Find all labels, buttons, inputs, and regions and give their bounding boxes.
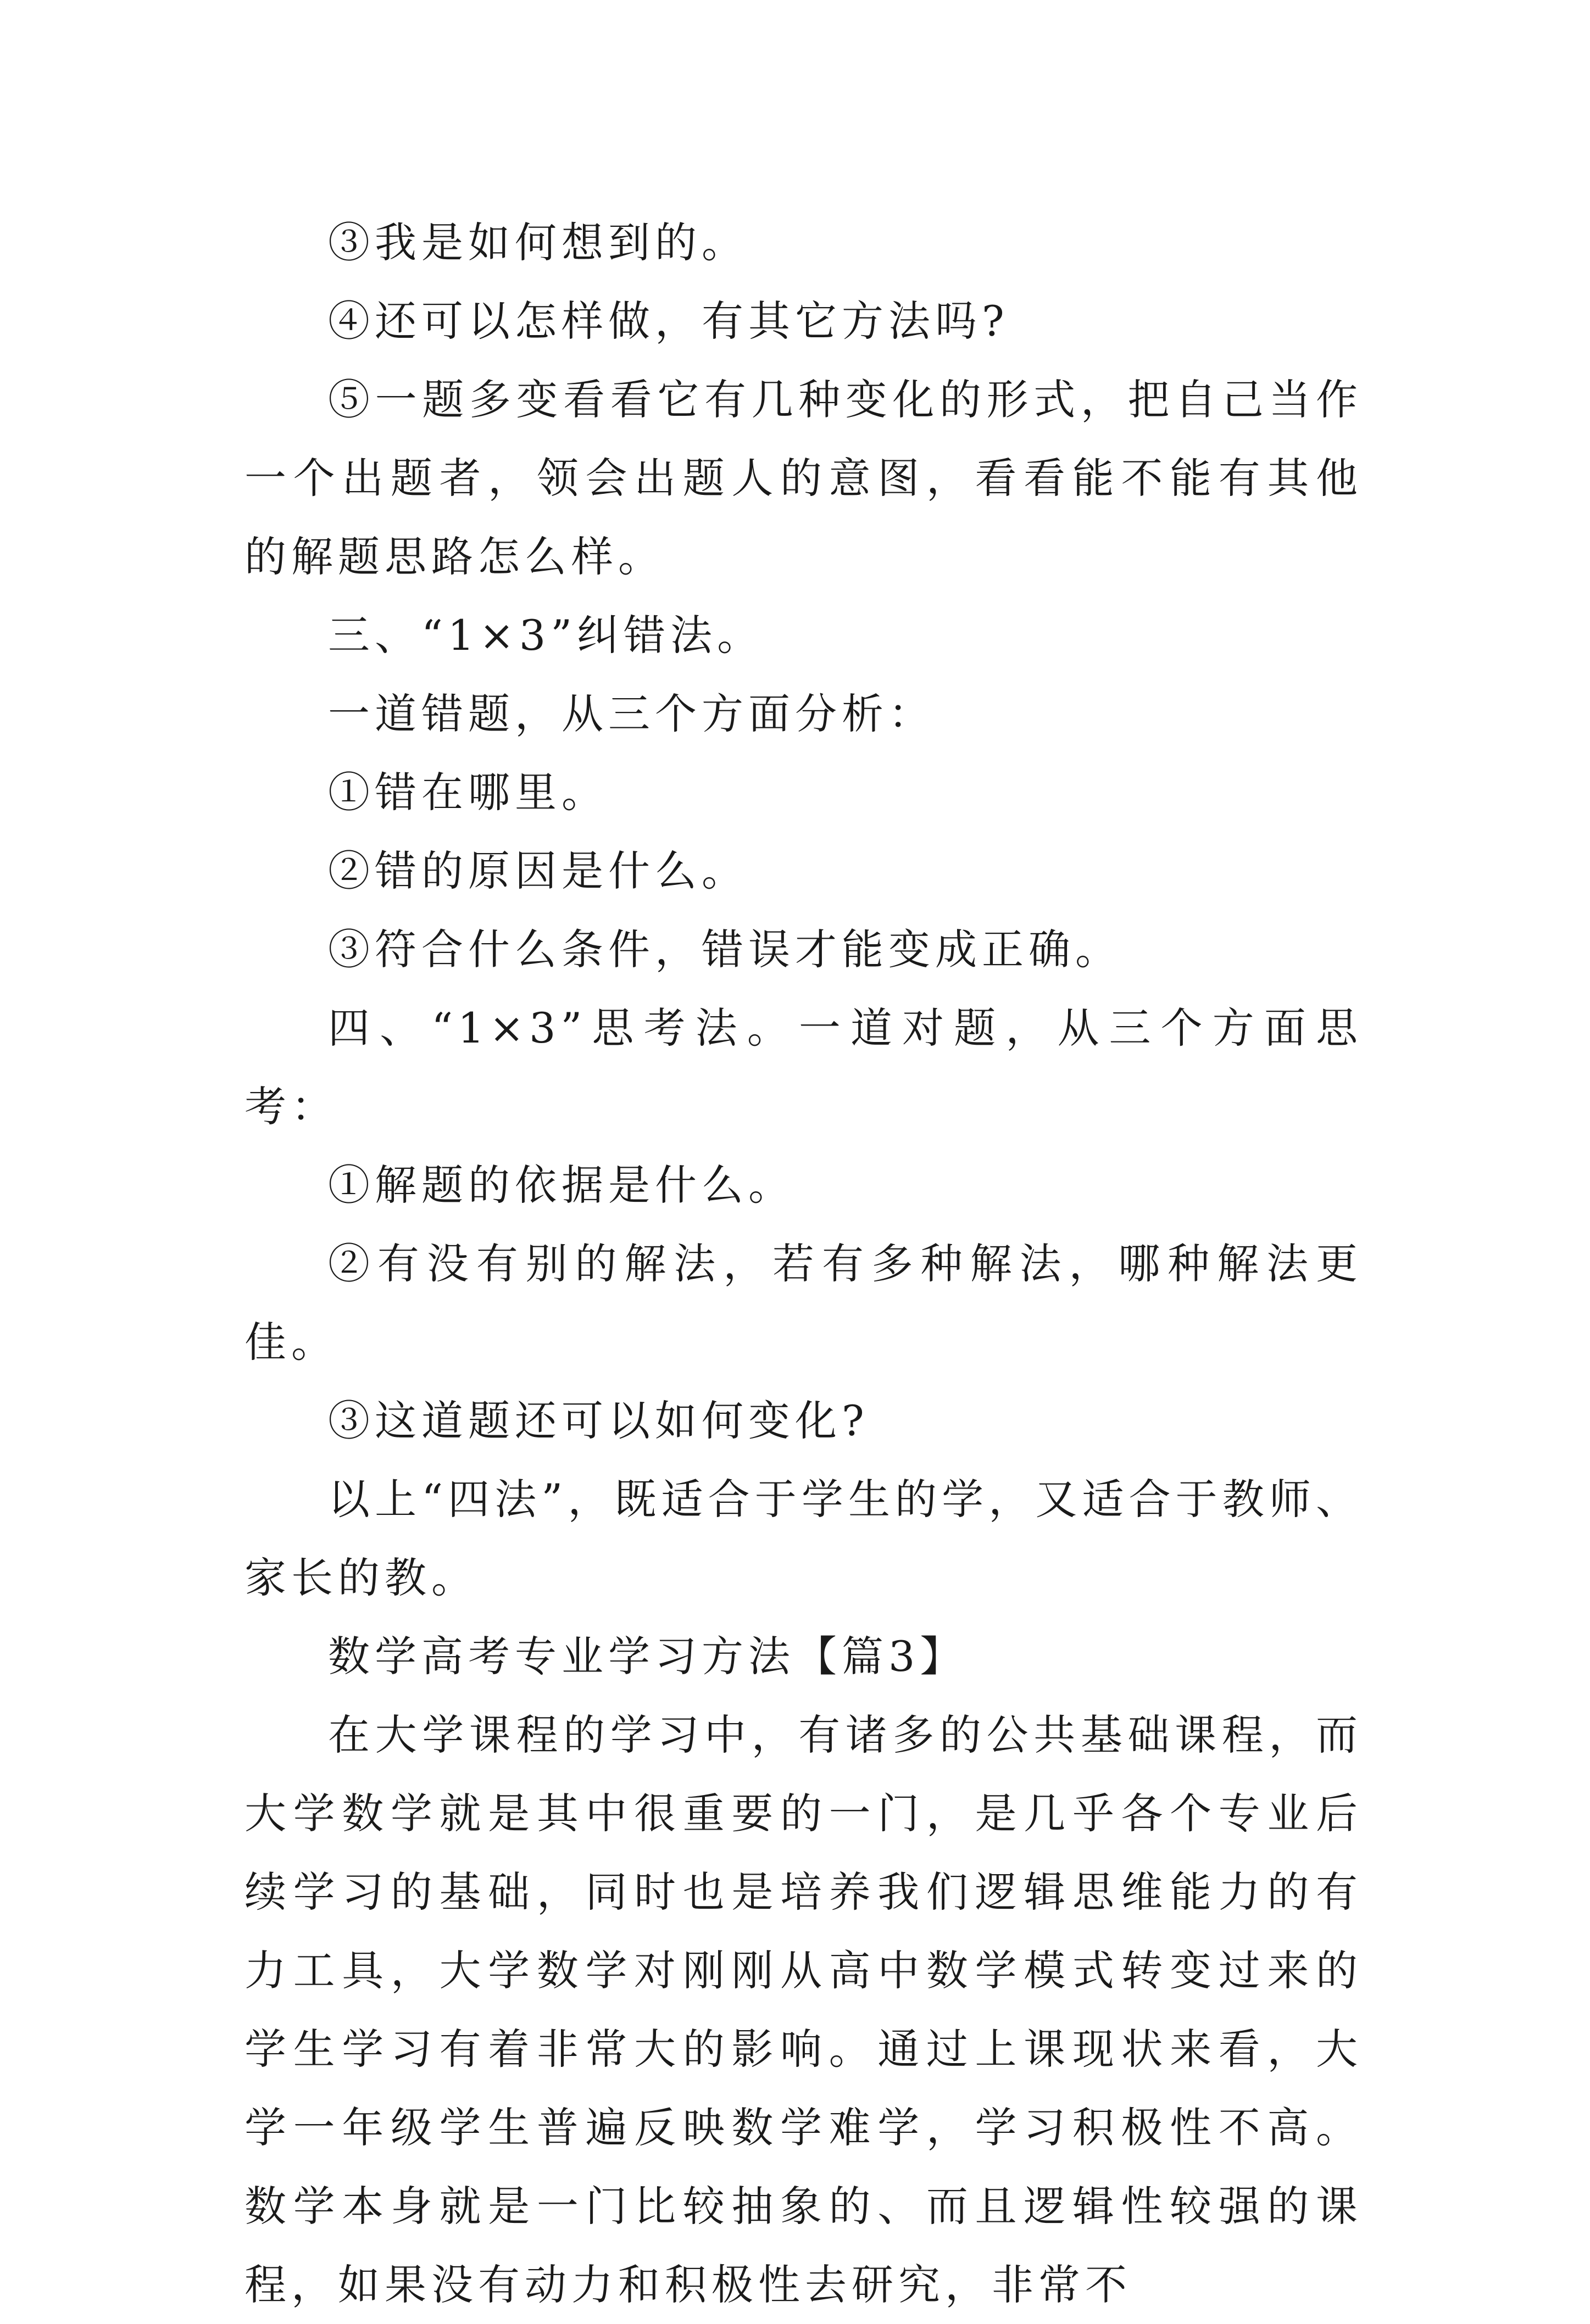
paragraph: 在大学课程的学习中，有诸多的公共基础课程，而大学数学就是其中很重要的一门，是几乎各个专业后续学习的基础，同时也是培养我们逻辑思维能力的有力工具，大学数学对刚刚从高中数学模式转变过来的学生学习有着非常大的影响。通过上课现状来看，大学一年级学生普遍反映数学难学，学习积极性不高。数学本身就是一门比较抽象的、而且逻辑性较强的课程，如果没有动力和积极性去研究，非常不 <box>244 1710 1363 2309</box>
paragraph: ①解题的依据是什么。 <box>328 1161 795 1210</box>
paragraph: ①错在哪里。 <box>328 768 608 817</box>
paragraph: 一道错题，从三个方面分析： <box>328 689 935 738</box>
paragraph: ④还可以怎样做，有其它方法吗? <box>328 297 1009 345</box>
paragraph: ②有没有别的解法，若有多种解法，哪种解法更佳。 <box>244 1239 1363 1367</box>
paragraph: ③这道题还可以如何变化? <box>328 1396 869 1445</box>
paragraph: 以上“四法”，既适合于学生的学，又适合于教师、家长的教。 <box>244 1475 1363 1602</box>
document-body <box>244 203 1363 2324</box>
paragraph: ③我是如何想到的。 <box>328 218 748 267</box>
section-heading: 三、“1×3”纠错法。 <box>328 611 764 660</box>
article-title: 数学高考专业学习方法【篇3】 <box>328 1632 967 1681</box>
paragraph: ②错的原因是什么。 <box>328 846 748 895</box>
paragraph: ③符合什么条件，错误才能变成正确。 <box>328 925 1122 974</box>
paragraph: ⑤一题多变看看它有几种变化的形式，把自己当作一个出题者，领会出题人的意图，看看能不能有其他的解题思路怎么样。 <box>244 375 1363 581</box>
section-heading: 四、“1×3”思考法。一道对题，从三个方面思考： <box>244 1004 1363 1131</box>
